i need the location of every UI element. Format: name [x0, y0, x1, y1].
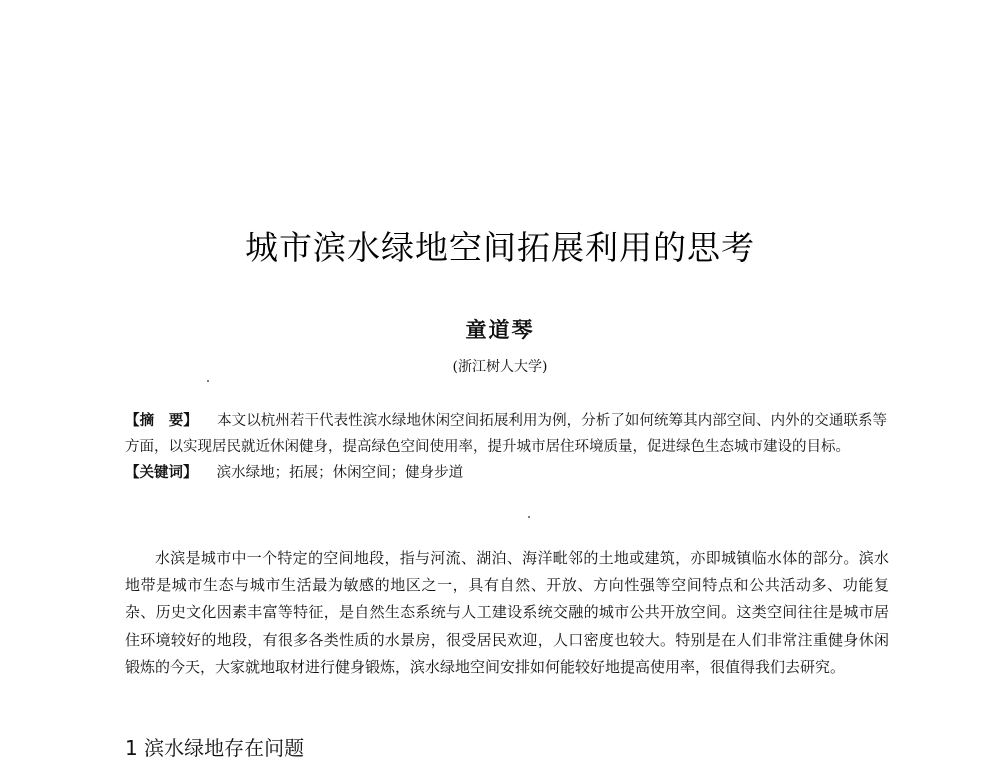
abstract-text: 本文以杭州若干代表性滨水绿地休闲空间拓展利用为例，分析了如何统筹其内部空间、内外的交通联系等方面，以实现居民就近休闲健身，提高绿色空间使用率，提升城市居住环境质量，促进绿色生态城市建设的目标。	[125, 413, 888, 455]
scan-speck	[207, 380, 209, 382]
paper-title: 城市滨水绿地空间拓展利用的思考	[245, 228, 755, 267]
keywords-paragraph	[125, 460, 887, 486]
keywords-text: 滨水绿地；拓展；休闲空间；健身步道	[216, 465, 464, 481]
abstract-paragraph	[125, 408, 887, 460]
abstract-label: 【摘 要】	[125, 412, 198, 429]
keywords-label: 【关键词】	[125, 464, 198, 481]
section-heading: 1 滨水绿地存在问题	[125, 736, 305, 760]
intro-paragraph: 水滨是城市中一个特定的空间地段，指与河流、湖泊、海洋毗邻的土地或建筑，亦即城镇临水体的部分。滨水地带是城市生态与城市生活最为敏感的地区之一，具有自然、开放、方向性强等空间特点和公共活动多、功能复杂、历史文化因素丰富等特征，是自然生态系统与人工建设系统交融的城市公共开放空间。这类空间往往是城市居住环境较好的地段，有很多各类性质的水景房，很受居民欢迎，人口密度也较大。特别是在人们非常注重健身休闲锻炼的今天，大家就地取材进行健身锻炼，滨水绿地空间安排如何能较好地提高使用率，很值得我们去研究。	[125, 549, 889, 676]
author-affiliation: (浙江树人大学)	[452, 359, 548, 375]
abstract-block	[125, 408, 887, 486]
author-name: 童道琴	[465, 317, 535, 342]
scan-speck	[528, 516, 530, 518]
